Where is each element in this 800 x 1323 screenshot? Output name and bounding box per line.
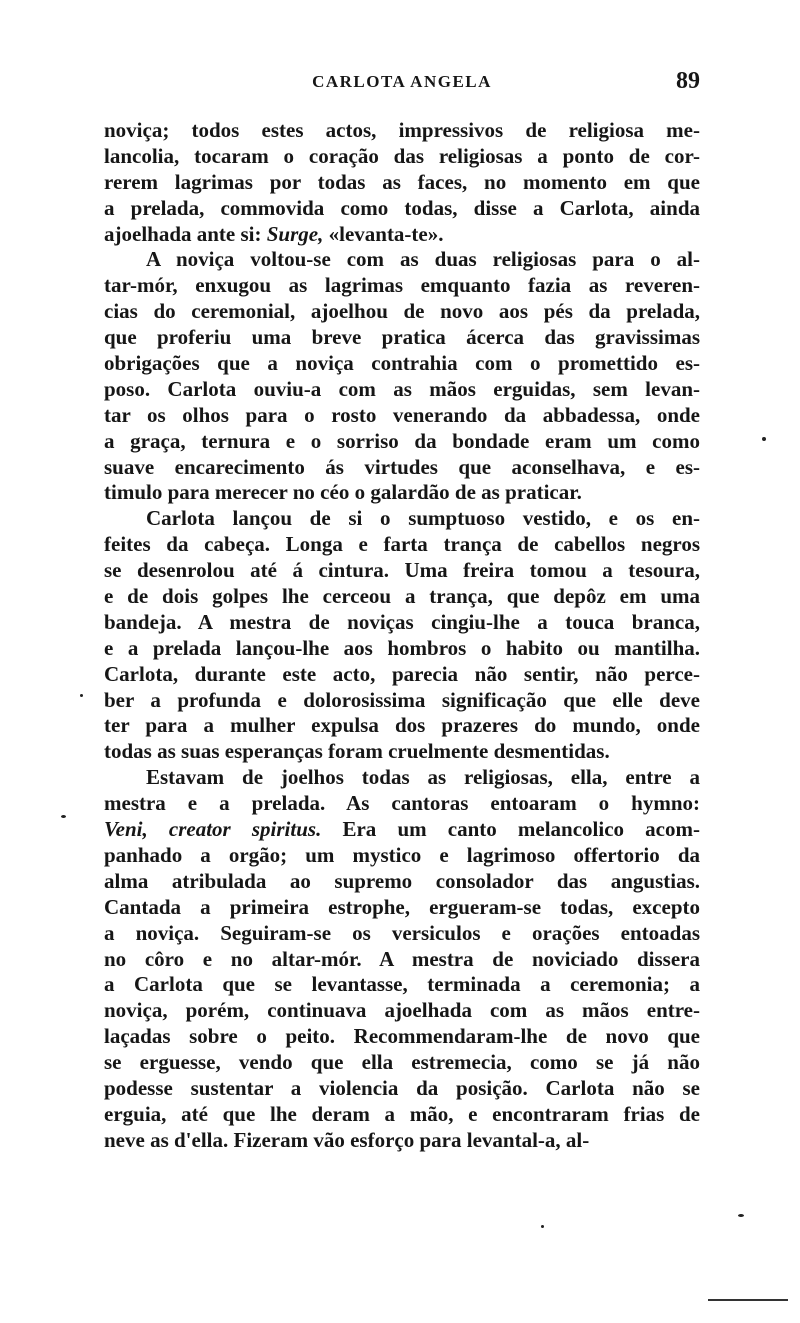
page-header xyxy=(104,68,700,98)
text-line: tar os olhos para o rosto venerando da abbadessa, onde xyxy=(104,402,700,427)
text-line: ber a profunda e dolorosissima significação que elle deve xyxy=(104,687,700,712)
text-line: laçadas sobre o peito. Recommendaram-lhe de novo que xyxy=(104,1024,700,1049)
text-line: a graça, ternura e o sorriso da bondade eram um como xyxy=(104,428,700,453)
text-line: panhado a orgão; um mystico e lagrimoso offertorio da xyxy=(104,842,700,867)
text-line: A noviça voltou-se com as duas religiosas para o al- xyxy=(146,247,700,272)
text-line: que proferiu uma breve pratica ácerca das gravissimas xyxy=(104,325,700,350)
text-line: Veni, creator spiritus. Era um canto melancolico acom- xyxy=(104,817,700,842)
scan-speck xyxy=(738,1214,744,1217)
text-line: e a prelada lançou-lhe aos hombros o habito ou mantilha. xyxy=(104,635,700,660)
page-number: 89 xyxy=(676,68,700,94)
text-line: noviça; todos estes actos, impressivos de religiosa me- xyxy=(104,118,700,142)
text-line: a prelada, commovida como todas, disse a Carlota, ainda xyxy=(104,195,700,220)
text-line: todas as suas esperanças foram cruelmente desmentidas. xyxy=(104,739,610,764)
text-line: noviça, porém, continuava ajoelhada com as mãos entre- xyxy=(104,998,700,1023)
running-title: CARLOTA ANGELA xyxy=(312,72,492,91)
scan-speck xyxy=(762,437,766,441)
paragraph xyxy=(104,247,700,506)
text-line: rerem lagrimas por todas as faces, no momento em que xyxy=(104,169,700,194)
text-line: Carlota lançou de si o sumptuoso vestido, e os en- xyxy=(146,506,700,531)
text-line: e de dois golpes lhe cerceou a trança, que depôz em uma xyxy=(104,584,700,609)
text-line: ajoelhada ante si: Surge, «levanta-te». xyxy=(104,221,444,246)
paragraph xyxy=(104,765,700,1153)
paragraph xyxy=(104,118,700,247)
text-line: timulo para merecer no céo o galardão de as praticar. xyxy=(104,480,582,505)
text-line: a Carlota que se levantasse, terminada a ceremonia; a xyxy=(104,972,700,997)
text-line: poso. Carlota ouviu-a com as mãos erguidas, sem levan- xyxy=(104,376,700,401)
scan-edge-mark xyxy=(708,1299,788,1301)
text-line: a noviça. Seguiram-se os versiculos e orações entoadas xyxy=(104,920,700,945)
scan-speck xyxy=(541,1225,544,1228)
text-line: obrigações que a noviça contrahia com o promettido es- xyxy=(104,351,700,376)
text-line: alma atribulada ao supremo consolador das angustias. xyxy=(104,868,700,893)
text-line: no côro e no altar-mór. A mestra de noviciado dissera xyxy=(104,946,700,971)
text-line: cias do ceremonial, ajoelhou de novo aos pés da prelada, xyxy=(104,299,700,324)
body-text xyxy=(104,118,700,1154)
text-line: erguia, até que lhe deram a mão, e encontraram frias de xyxy=(104,1101,700,1126)
text-line: lancolia, tocaram o coração das religiosas a ponto de cor- xyxy=(104,143,700,168)
text-line: suave encarecimento ás virtudes que aconselhava, e es- xyxy=(104,454,700,479)
text-line: tar-mór, enxugou as lagrimas emquanto fazia as reveren- xyxy=(104,273,700,298)
text-line: bandeja. A mestra de noviças cingiu-lhe a touca branca, xyxy=(104,609,700,634)
text-line: mestra e a prelada. As cantoras entoaram o hymno: xyxy=(104,791,700,816)
text-line: se desenrolou até á cintura. Uma freira tomou a tesoura, xyxy=(104,558,700,583)
scan-speck xyxy=(80,694,83,697)
text-line: se erguesse, vendo que ella estremecia, como se já não xyxy=(104,1050,700,1075)
text-line: podesse sustentar a violencia da posição. Carlota não se xyxy=(104,1075,700,1100)
text-line: ter para a mulher expulsa dos prazeres do mundo, onde xyxy=(104,713,700,738)
scan-speck xyxy=(61,815,66,818)
text-line: Cantada a primeira estrophe, ergueram-se todas, excepto xyxy=(104,894,700,919)
text-line: Estavam de joelhos todas as religiosas, ella, entre a xyxy=(146,765,700,790)
text-line: Carlota, durante este acto, parecia não sentir, não perce- xyxy=(104,661,700,686)
text-line: feites da cabeça. Longa e farta trança de cabellos negros xyxy=(104,532,700,557)
text-line: neve as d'ella. Fizeram vão esforço para levantal-a, al- xyxy=(104,1127,590,1152)
paragraph xyxy=(104,506,700,765)
